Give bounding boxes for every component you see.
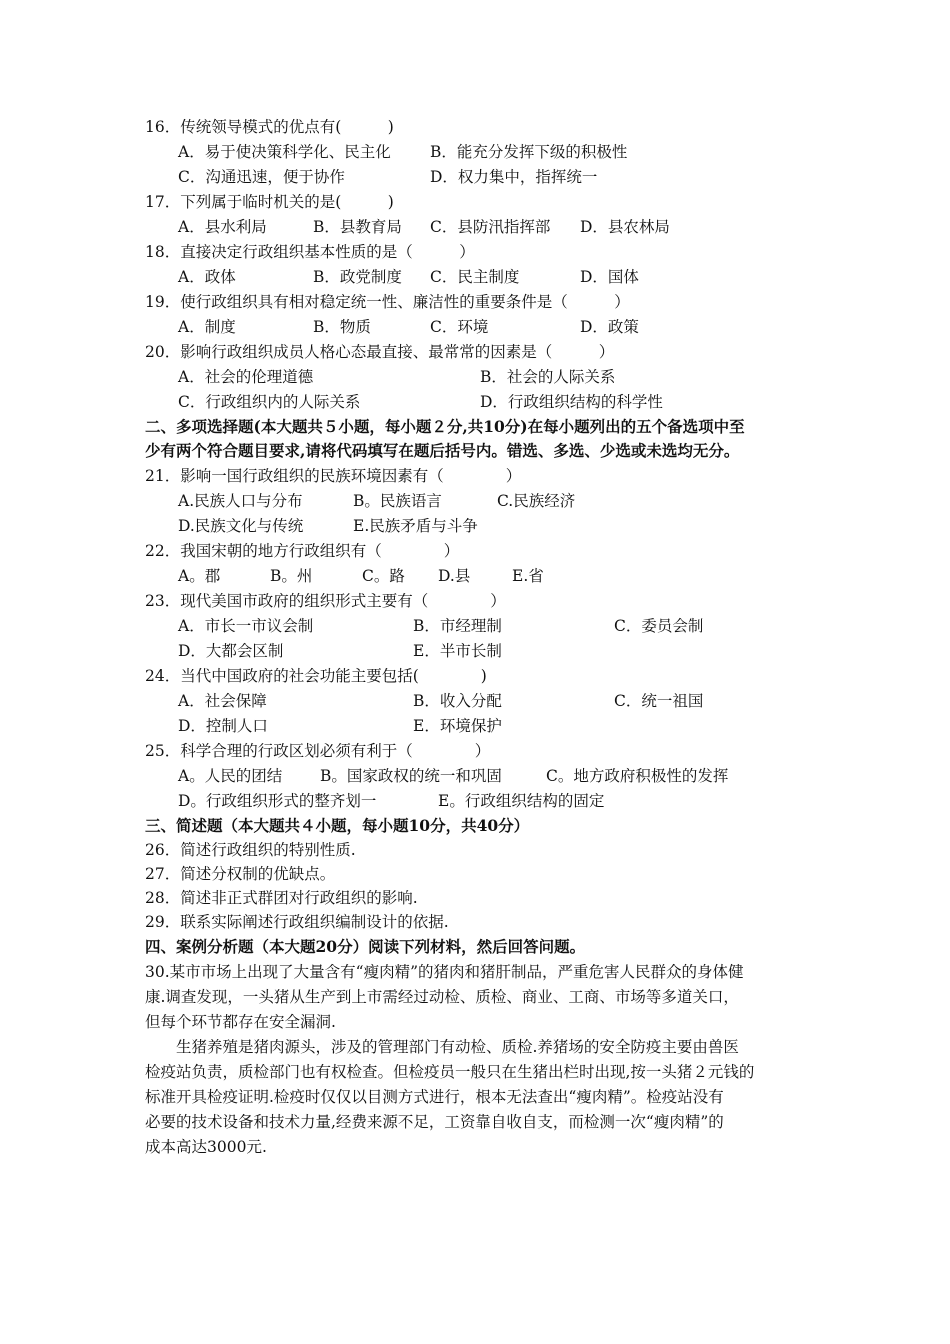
section-4-heading: 四、案例分析题（本大题20分）阅读下列材料，然后回答问题。 [145, 937, 586, 956]
case-paragraph-1-line-1: 30.某市市场上出现了大量含有“瘦肉精”的猪肉和猪肝制品，严重危害人民群众的身体健 [145, 963, 744, 981]
question-23-option-a: A．市长一市议会制 [178, 617, 314, 635]
question-16-stem: 16．传统领导模式的优点有( ) [145, 118, 394, 136]
question-24-option-d: D．控制人口 [178, 717, 268, 735]
question-24-stem: 24．当代中国政府的社会功能主要包括( ) [145, 667, 487, 685]
section-2-heading-line-2: 少有两个符合题目要求,请将代码填写在题后括号内。错选、多选、少选或未选均无分。 [145, 441, 740, 460]
question-25-option-e: E。行政组织结构的固定 [438, 792, 605, 810]
case-paragraph-1-line-2: 康.调查发现，一头猪从生产到上市需经过动检、质检、商业、工商、市场等多道关口， [145, 988, 739, 1006]
case-paragraph-2-line-5: 成本高达3000元. [145, 1138, 267, 1156]
question-23-option-c: C．委员会制 [614, 617, 704, 635]
question-21-stem: 21．影响一国行政组织的民族环境因素有（ ） [145, 467, 522, 485]
question-26: 26．简述行政组织的特别性质. [145, 841, 356, 859]
question-28: 28．简述非正式群团对行政组织的影响. [145, 889, 418, 907]
question-23-option-e: E．半市长制 [413, 642, 502, 660]
question-22-stem: 22．我国宋朝的地方行政组织有（ ） [145, 542, 460, 560]
case-paragraph-2-line-4: 必要的技术设备和技术力量,经费来源不足，工资靠自收自支，而检测一次“瘦肉精”的 [145, 1113, 724, 1131]
question-23-option-d: D．大都会区制 [178, 642, 284, 660]
question-17-option-c: C．县防汛指挥部 [430, 218, 551, 236]
question-21-option-d: D.民族文化与传统 [178, 517, 304, 535]
question-23-option-b: B．市经理制 [413, 617, 502, 635]
section-2-heading-line-1: 二、多项选择题(本大题共５小题，每小题２分,共10分)在每小题列出的五个备选项中至 [145, 417, 745, 436]
question-27: 27．简述分权制的优缺点。 [145, 865, 336, 883]
question-25-option-b: B。国家政权的统一和巩固 [320, 767, 502, 785]
question-19-option-a: A．制度 [178, 318, 236, 336]
case-paragraph-2-line-3: 标准开具检疫证明.检疫时仅仅以目测方式进行，根本无法查出“瘦肉精”。检疫站没有 [145, 1088, 724, 1106]
question-25-option-a: A。人民的团结 [178, 767, 283, 785]
question-29: 29．联系实际阐述行政组织编制设计的依据. [145, 913, 449, 931]
question-23-stem: 23．现代美国市政府的组织形式主要有（ ） [145, 592, 506, 610]
question-25-option-d: D。行政组织形式的整齐划一 [178, 792, 377, 810]
question-18-option-c: C．民主制度 [430, 268, 520, 286]
question-18-option-b: B．政党制度 [313, 268, 402, 286]
question-25-option-c: C。地方政府积极性的发挥 [546, 767, 729, 785]
question-21-option-a: A.民族人口与分布 [178, 492, 303, 510]
question-20-stem: 20．影响行政组织成员人格心态最直接、最常常的因素是（ ） [145, 343, 615, 361]
case-paragraph-1-line-3: 但每个环节都存在安全漏洞. [145, 1013, 336, 1031]
question-22-option-e: E.省 [512, 567, 544, 585]
question-24-option-a: A．社会保障 [178, 692, 267, 710]
question-19-option-b: B．物质 [313, 318, 371, 336]
question-20-option-c: C．行政组织内的人际关系 [178, 393, 361, 411]
question-17-stem: 17．下列属于临时机关的是( ) [145, 193, 394, 211]
question-16-option-a: A．易于使决策科学化、民主化 [178, 143, 391, 161]
question-17-option-d: D．县农林局 [580, 218, 670, 236]
section-3-heading: 三、简述题（本大题共４小题，每小题10分，共40分） [145, 816, 530, 835]
question-19-option-c: C．环境 [430, 318, 489, 336]
question-18-stem: 18．直接决定行政组织基本性质的是（ ） [145, 243, 475, 261]
case-paragraph-2-line-1: 生猪养殖是猪肉源头，涉及的管理部门有动检、质检.养猪场的安全防疫主要由兽医 [145, 1038, 739, 1056]
question-19-stem: 19．使行政组织具有相对稳定统一性、廉洁性的重要条件是（ ） [145, 293, 630, 311]
question-21-option-c: C.民族经济 [497, 492, 576, 510]
question-18-option-d: D．国体 [580, 268, 639, 286]
question-17-option-a: A．县水利局 [178, 218, 267, 236]
question-22-option-d: D.县 [438, 567, 471, 585]
question-22-option-a: A。郡 [178, 567, 221, 585]
question-25-stem: 25．科学合理的行政区划必须有利于（ ） [145, 742, 491, 760]
question-22-option-c: C。路 [362, 567, 405, 585]
question-20-option-a: A．社会的伦理道德 [178, 368, 314, 386]
question-22-option-b: B。州 [270, 567, 313, 585]
question-16-option-c: C．沟通迅速，便于协作 [178, 168, 345, 186]
question-16-option-b: B．能充分发挥下级的积极性 [430, 143, 628, 161]
question-17-option-b: B．县教育局 [313, 218, 402, 236]
case-paragraph-2-line-2: 检疫站负责，质检部门也有权检查。但检疫员一般只在生猪出栏时出现,按一头猪２元钱的 [145, 1063, 755, 1081]
question-24-option-e: E．环境保护 [413, 717, 502, 735]
question-18-option-a: A．政体 [178, 268, 236, 286]
question-24-option-c: C．统一祖国 [614, 692, 704, 710]
question-21-option-b: B。民族语言 [353, 492, 442, 510]
question-20-option-d: D．行政组织结构的科学性 [480, 393, 663, 411]
question-24-option-b: B．收入分配 [413, 692, 502, 710]
question-16-option-d: D．权力集中，指挥统一 [430, 168, 598, 186]
question-19-option-d: D．政策 [580, 318, 639, 336]
question-21-option-e: E.民族矛盾与斗争 [353, 517, 478, 535]
question-20-option-b: B．社会的人际关系 [480, 368, 616, 386]
